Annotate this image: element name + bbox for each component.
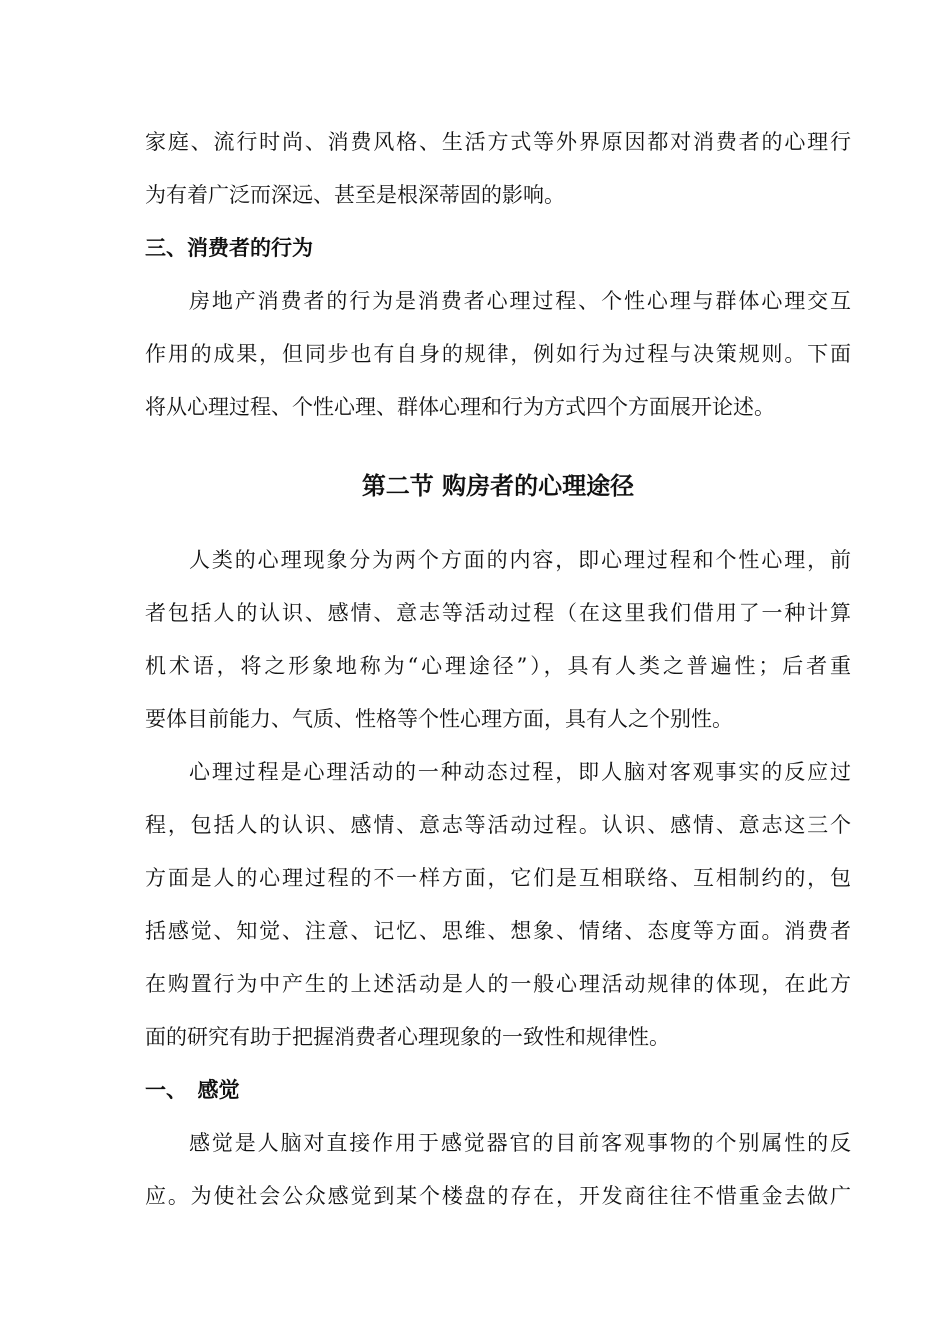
text-line: 者包括人的认识、感情、意志等活动过程（在这里我们借用了一种计算 [145,601,851,625]
paragraph-psychology-intro [145,544,851,735]
text-line: 房地产消费者的行为是消费者心理过程、个性心理与群体心理交互 [189,289,851,313]
subsection-heading: 一、 感觉 [145,1078,240,1102]
paragraph-sensation [145,1127,851,1212]
document-page [145,126,851,1212]
text-line: 面的研究有助于把握消费者心理现象的一致性和规律性。 [145,1025,670,1049]
text-line: 将从心理过程、个性心理、群体心理和行为方式四个方面展开论述。 [145,395,775,419]
text-line: 人类的心理现象分为两个方面的内容，即心理过程和个性心理，前 [189,548,851,572]
text-line: 方面是人的心理过程的不一样方面，它们是互相联络、互相制约的，包 [145,866,851,890]
text-line: 感觉是人脑对直接作用于感觉器官的目前客观事物的个别属性的反 [189,1131,851,1155]
text-line: 程，包括人的认识、感情、意志等活动过程。认识、感情、意志这三个 [145,813,851,837]
paragraph-behavior [145,285,851,423]
paragraph-continuation [145,126,851,211]
text-line: 为有着广泛而深远、甚至是根深蒂固的影响。 [145,183,565,207]
chapter-section-title: 第二节 购房者的心理途径 [361,472,635,500]
text-line: 要体目前能力、气质、性格等个性心理方面，具有人之个别性。 [145,707,733,731]
section-heading: 三、消费者的行为 [145,236,313,260]
text-line: 应。为使社会公众感觉到某个楼盘的存在，开发商往往不惜重金去做广 [145,1184,851,1208]
text-line: 心理过程是心理活动的一种动态过程，即人脑对客观事实的反应过 [189,760,851,784]
text-line: 括感觉、知觉、注意、记忆、思维、想象、情绪、态度等方面。消费者 [145,919,851,943]
text-line: 家庭、流行时尚、消费风格、生活方式等外界原因都对消费者的心理行 [145,130,851,154]
text-line: 作用的成果，但同步也有自身的规律，例如行为过程与决策规则。下面 [145,342,851,366]
text-line: 在购置行为中产生的上述活动是人的一般心理活动规律的体现，在此方 [145,972,851,996]
paragraph-psychological-process [145,756,851,1053]
text-line: 机术语，将之形象地称为“心理途径”），具有人类之普遍性；后者重 [145,654,851,678]
